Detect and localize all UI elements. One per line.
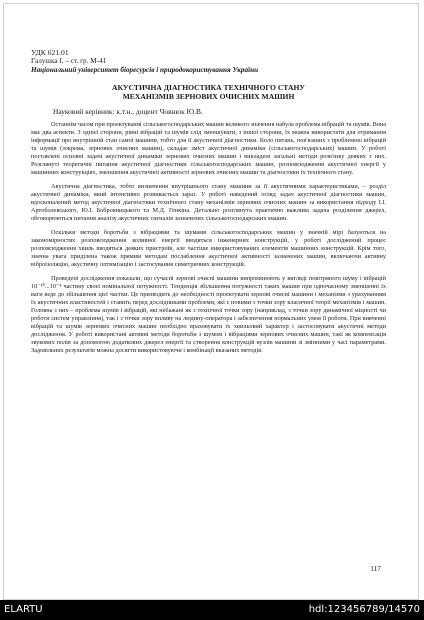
institution-line: Національний університет біоресурсів і природокористування України (31, 66, 259, 75)
handle-link[interactable]: hdl:123456789/14570 (308, 604, 420, 615)
title-line-1: АКУСТИЧНА ДІАГНОСТИКА ТЕХНІЧНОГО СТАНУ (112, 82, 305, 92)
viewer-footer (0, 600, 424, 620)
supervisor-line: Науковий керівник: к.т.н., доцент Човнюк Ю.В. (53, 106, 203, 116)
repository-name: ELARTU (4, 604, 43, 615)
udk-code: УДК 621.01 (31, 48, 69, 57)
article-title (31, 83, 386, 101)
author-line: Галушка І. – ст. гр. М-41 (31, 57, 107, 66)
title-line-2: МЕХАНІЗМІВ ЗЕРНОВИХ ОЧИСНИХ МАШИН (122, 91, 295, 101)
paragraph-1: Останнім часом при проектуванні сільськогосподарських машин великого значення набула проблема вібрацій та шумів. Вона має два аспекти. З однієї сторони, рівні вібрацій та шумів слід зменшувати, з іншої сторони, їх можна використати для отримання інформації про внутрішній стан самої машини, тобто для її акустичної діагностики. Коло питань, пов'язаних з проблемою вібрацій та шумів (зокрема, зернових очисних машин), складає зміст акустичної динаміки (сільськогосподарських) машин. У роботі поставлені основні задачі акустичної динаміки зернових очисних машин і викладені загальні методи розв'язку деяких з них. Розглянуті теоретичні питання акустичної діагностики сільськогосподарських машин, розповсюдження акустичної енергії у машинних конструкціях, зменшення акустичної активності зернових очисних машин та діагностики їх технічного стану. (31, 120, 386, 176)
page-content (31, 48, 386, 362)
article-meta (31, 48, 386, 76)
page-number: 117 (370, 564, 381, 573)
paragraph-2: Акустична діагностика, тобто визначення внутрішнього стану машини за її акустичними характеристиками, – розділ акустичної динаміки, який інтенсивно розвивається зараз. У роботі наведений огляд задач акустичної діагностики машин, вдосконалений метод акустичної діагностики технічного стану механізмів зернових очисних машин за використання підходу І.І. Артоболевського, Ю.І. Бобровницького та М.Д. Генкіна. Детально розглянута практично важлива задача розділення джерел, обговорюються питання аналізу акустичних сигналів зазначених сільськогосподарських машин. (31, 182, 386, 222)
paragraph-4: Проведені дослідження показали, що сучасні зернові очисні машини випромінюють у вигляді повітряного шуму і вібрацій 10⁻¹⁰...10⁻⁴ частину своєї номінальної потужності. Тенденція збільшення потужності таких машин при одночасному зменшенні їх ваги веде до збільшення цієї частки. Це призводить до необхідності проектувати зернові очисні машини і механізми з урахуванням їх акустичних властивостей і ставить перед дослідниками проблеми, які є новими з точки зору класичної теорії механізмів і машин. Головна з них – проблема шумів і вібрацій, які небажані як з технічної точки зору (наприклад, з точки зору динамічної міцності чи роботи систем управління), так і з точки зору впливу на людину-оператора і забезпечення нормальних умов її роботи. При вивченні вібрацій та шумів зернових очисних машин необхідно враховувати їх хвильовий характер і застосовувати акустичні методи дослідження. У роботі використані активні методи боротьби з шумом і вібраціями зернових очисних машин, такі як компенсація звукових полів за допомогою додаткових джерел енергії та створення конструкцій вузлів машини зі змінними у часі параметрами. Задовільних результатів можна досягти використовуючи і комбінації вказаних методів. (31, 275, 386, 355)
article-body (31, 121, 386, 356)
paragraph-3: Оскільки методи боротьби з вібраціями та шумами сільськогосподарських машин у значній мірі базуються на закономірностях розповсюдження коливної енергії вводяться інженерних конструкцій, у роботі досліджений процес розповсюдження хвиль вводяться деяких пристроїв, але частіше використовуваних елементів машинних конструкцій. Крім того, значна увага приділена також прямим методам послаблення акустичної активності зазначених машин, включаючи активну віброізоляцію, акустичну оптимізацію і застосування симетричних конструкцій. (31, 229, 386, 269)
